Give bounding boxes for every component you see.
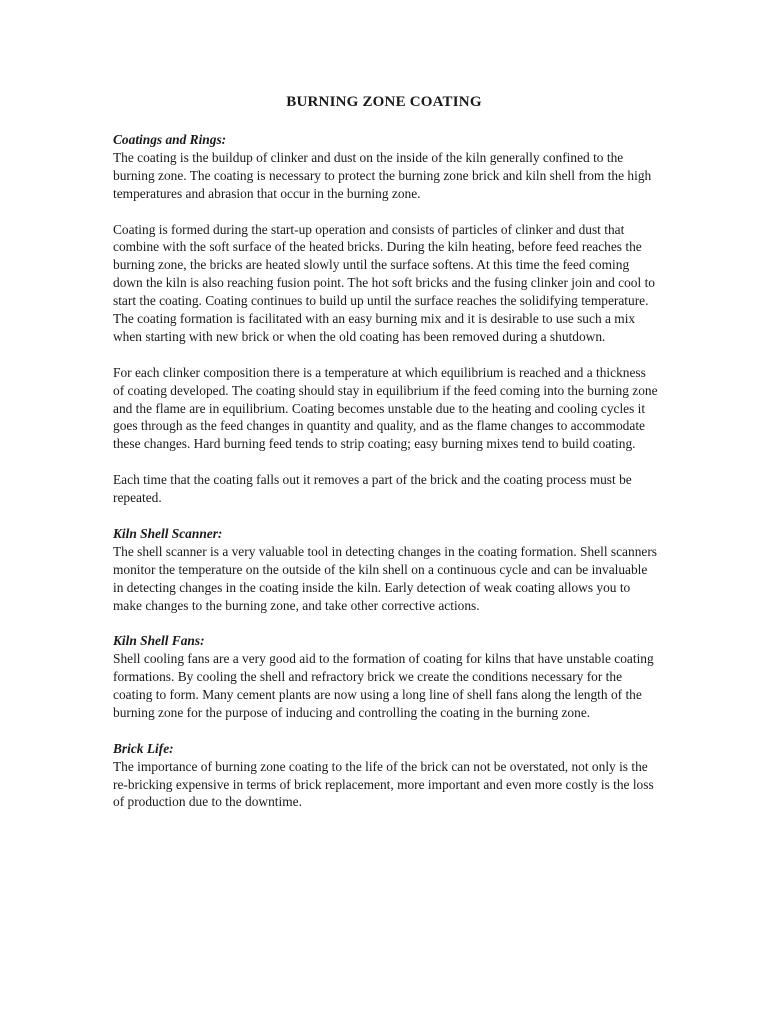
section-brick-life bbox=[113, 740, 658, 812]
section-heading: Kiln Shell Fans: bbox=[113, 633, 205, 649]
paragraph: Shell cooling fans are a very good aid to the formation of coating for kilns that have unstable coating formations. By cooling the shell and refractory brick we create the conditions necessary for the coating to form. Many cement plants are now using a long line of shell fans along the length of the burning zone for the purpose of inducing and controlling the coating in the burning zone. bbox=[113, 651, 654, 720]
paragraph: Coating is formed during the start-up operation and consists of particles of clinker and dust that combine with the soft surface of the heated bricks. During the kiln heating, before feed reaches the burning zone, the bricks are heated slowly until the surface softens. At this time the feed coming down the kiln is also reaching fusion point. The hot soft bricks and the fusing clinker join and cool to start the coating. Coating continues to build up until the surface reaches the solidifying temperature. The coating formation is facilitated with an easy burning mix and it is desirable to use such a mix when starting with new brick or when the old coating has been removed during a shutdown. bbox=[113, 221, 655, 344]
section-heading: Kiln Shell Scanner: bbox=[113, 525, 223, 541]
section-kiln-shell-fans bbox=[113, 632, 658, 722]
paragraph: Each time that the coating falls out it removes a part of the brick and the coating process must be repeated. bbox=[113, 472, 632, 506]
paragraph: The importance of burning zone coating to the life of the brick can not be overstated, not only is the re-bricking expensive in terms of brick replacement, more important and even more costly is the loss of production due to the downtime. bbox=[113, 758, 654, 810]
document-body bbox=[113, 131, 658, 829]
section-heading: Coatings and Rings: bbox=[113, 132, 227, 147]
paragraph: The coating is the buildup of clinker and dust on the inside of the kiln generally confined to the burning zone. The coating is necessary to protect the burning zone brick and kiln shell from the high temperatures and abrasion that occur in the burning zone. bbox=[113, 149, 652, 201]
paragraph: For each clinker composition there is a temperature at which equilibrium is reached and a thickness of coating developed. The coating should stay in equilibrium if the feed coming into the burning zone and the flame are in equilibrium. Coating becomes unstable due to the heating and cooling cycles it goes through as the feed changes in quantity and quality, and as the flame changes to accommodate these changes. Hard burning feed tends to strip coating; easy burning mixes tend to build coating. bbox=[113, 364, 658, 452]
document-title: BURNING ZONE COATING bbox=[286, 94, 482, 110]
section-heading: Brick Life: bbox=[113, 740, 174, 756]
paragraph: The shell scanner is a very valuable tool in detecting changes in the coating formation. Shell scanners monitor the temperature on the outside of the kiln shell on a continuous cycle and can be invaluable in detecting changes in the coating inside the kiln. Early detection of weak coating allows you to make changes to the burning zone, and take other corrective actions. bbox=[113, 543, 658, 613]
section-kiln-shell-scanner bbox=[113, 525, 658, 615]
section-coatings-and-rings bbox=[113, 131, 658, 507]
